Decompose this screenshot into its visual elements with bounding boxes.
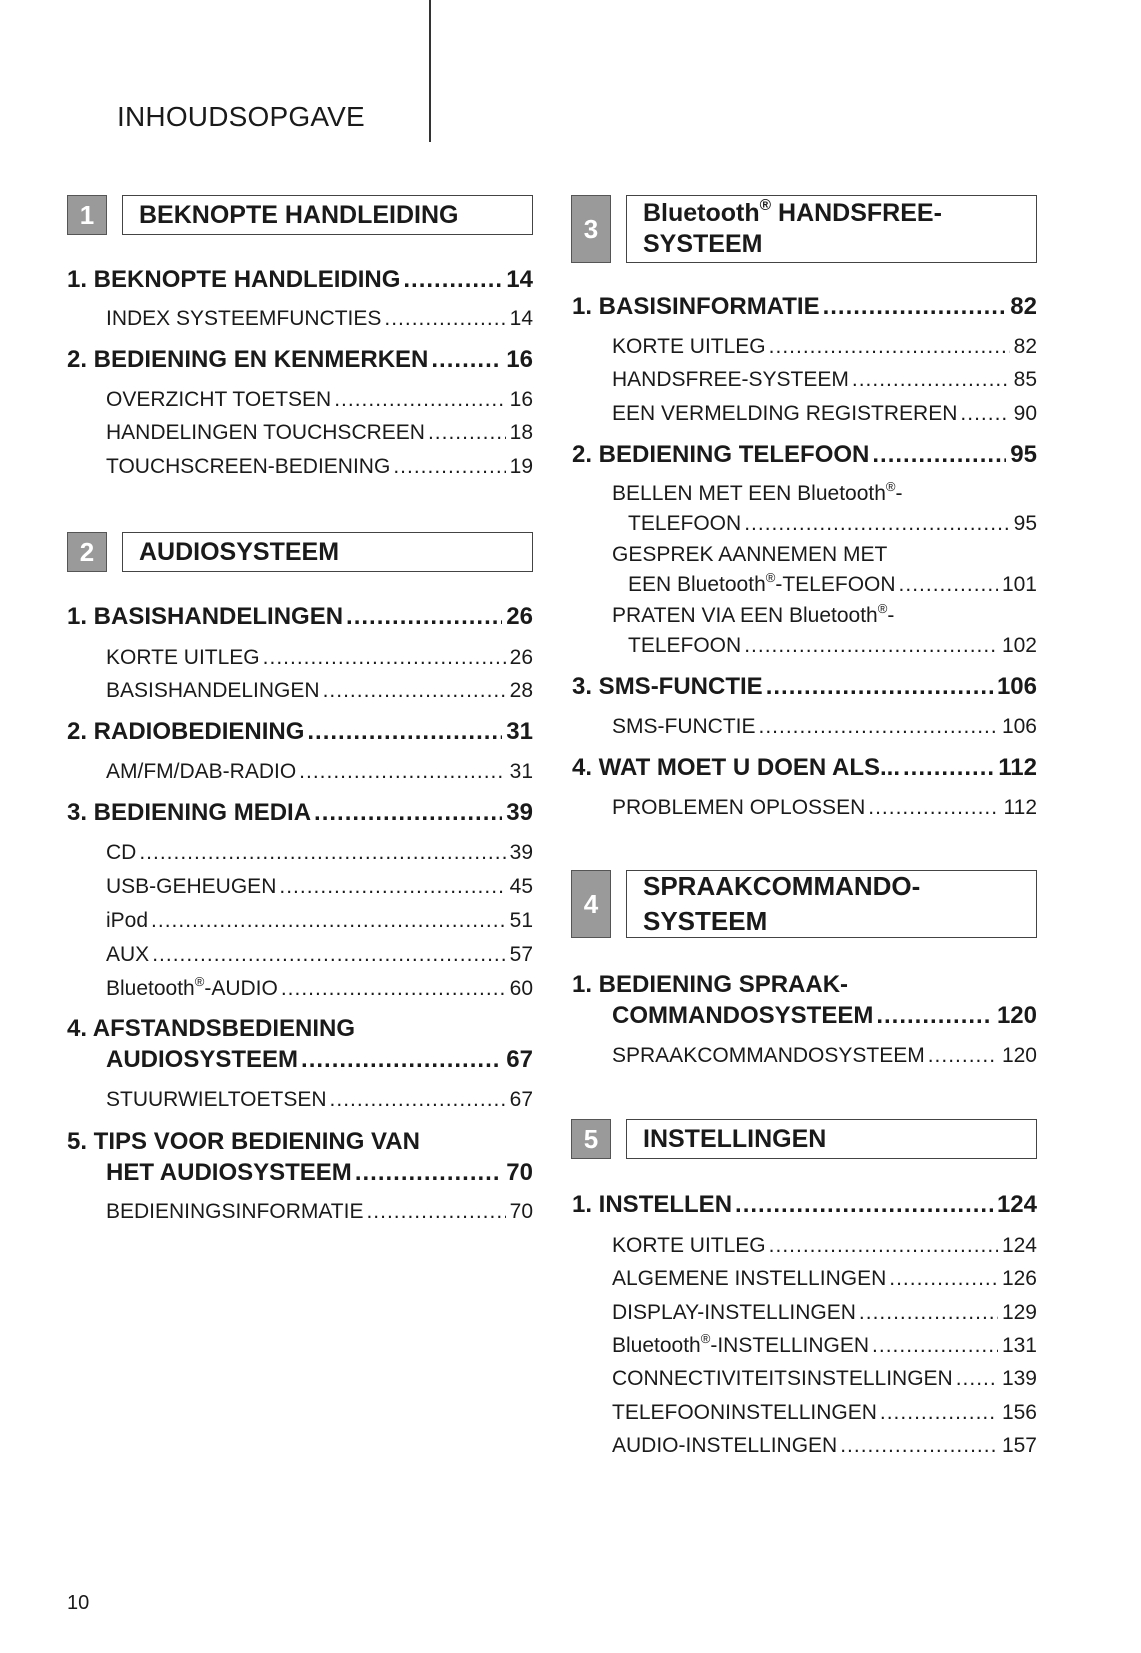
toc-topic[interactable] [106,421,533,445]
toc-label: SMS-FUNCTIE [612,715,756,738]
toc-label: TELEFOON [628,634,742,657]
toc-topic[interactable] [106,679,533,703]
toc-page: 19 [509,455,533,478]
leader-dots [880,1401,998,1425]
toc-label: BASISHANDELINGEN [106,679,320,702]
toc-topic[interactable] [628,634,1037,658]
toc-label: INDEX SYSTEEMFUNCTIES [106,307,382,330]
section-title-3[interactable] [626,195,1037,263]
toc-page: 57 [509,943,533,966]
section-title-text: BEKNOPTE HANDLEIDING [139,200,459,229]
toc-page: 112 [998,754,1037,781]
section-title-text: INSTELLINGEN [643,1124,827,1153]
toc-topic-line1[interactable]: PRATEN VIA EEN Bluetooth®- [612,600,895,627]
toc-page: 131 [1001,1334,1037,1357]
toc-label: 1. INSTELLEN [572,1191,733,1218]
toc-page: 67 [509,1088,533,1111]
leader-dots [323,679,506,703]
section-number-5: 5 [571,1119,611,1159]
leader-dots [928,1044,998,1068]
toc-topic-line1[interactable]: GESPREK AANNEMEN MET [612,543,888,566]
section-title-text: AUDIOSYSTEEM [139,537,340,566]
toc-page: 31 [506,718,533,745]
leader-dots [314,799,502,827]
toc-page: 70 [506,1159,533,1186]
leader-dots [403,266,502,294]
toc-chapter[interactable] [572,293,1037,321]
toc-label: EEN VERMELDING REGISTREREN [612,402,958,425]
leader-dots [859,1301,998,1325]
toc-label: BEDIENINGSINFORMATIE [106,1200,364,1223]
toc-page: 14 [506,266,533,293]
toc-label: HANDELINGEN TOUCHSCREEN [106,421,425,444]
toc-topic[interactable] [106,909,533,933]
toc-topic[interactable] [106,646,533,670]
toc-page: 106 [996,673,1037,700]
toc-page: 82 [1013,335,1037,358]
toc-page: 16 [509,388,533,411]
leader-dots [152,943,505,967]
toc-page: 101 [1001,573,1037,596]
toc-chapter[interactable] [572,754,1037,782]
toc-topic-line1[interactable]: BELLEN MET EEN Bluetooth®- [612,478,903,505]
toc-chapter-line1[interactable]: 4. AFSTANDSBEDIENING [67,1015,356,1042]
toc-topic[interactable] [612,1301,1037,1325]
leader-dots [366,1200,505,1224]
toc-chapter[interactable] [67,718,533,746]
toc-page: 157 [1001,1434,1037,1457]
toc-label: 2. BEDIENING TELEFOON [572,441,870,468]
section-number-4: 4 [571,870,611,938]
section-title-text: SYSTEEM [643,906,768,936]
leader-dots [299,760,505,784]
toc-label: 1. BASISHANDELINGEN [67,603,344,630]
toc-topic[interactable] [106,760,533,784]
toc-label: PROBLEMEN OPLOSSEN [612,796,866,819]
toc-page: 120 [1001,1044,1037,1067]
section-number-2: 2 [67,532,107,572]
toc-page: 18 [509,421,533,444]
toc-page: 102 [1001,634,1037,657]
toc-label: SPRAAKCOMMANDOSYSTEEM [612,1044,925,1067]
page-title: INHOUDSOPGAVE [117,101,365,132]
toc-topic[interactable] [628,512,1037,536]
toc-page: 156 [1001,1401,1037,1424]
toc-topic[interactable] [612,368,1037,392]
toc-label: 2. RADIOBEDIENING [67,718,305,745]
leader-dots [139,841,505,865]
toc-label: 2. BEDIENING EN KENMERKEN [67,346,429,373]
leader-dots [384,307,505,331]
toc-page: 126 [1001,1267,1037,1290]
toc-label: USB-GEHEUGEN [106,875,277,898]
leader-dots [151,909,506,933]
leader-dots [769,1234,998,1258]
leader-dots [852,368,1010,392]
toc-label: 1. BEKNOPTE HANDLEIDING [67,266,401,293]
toc-label: AUX [106,943,150,966]
toc-label: iPod [106,909,149,932]
toc-topic[interactable] [106,1200,533,1224]
leader-dots [428,421,506,445]
toc-topic[interactable] [106,943,533,967]
toc-page: 95 [1010,441,1037,468]
leader-dots [899,573,998,597]
toc-page: 85 [1013,368,1037,391]
toc-label: HET AUDIOSYSTEEM [106,1159,352,1186]
toc-page: 129 [1001,1301,1037,1324]
toc-label: HANDSFREE-SYSTEEM [612,368,849,391]
leader-dots [431,346,502,374]
section-number-1: 1 [67,195,107,235]
toc-chapter[interactable] [572,673,1037,701]
leader-dots [744,512,1009,536]
toc-label: Bluetooth®-INSTELLINGEN [612,1330,870,1357]
toc-topic[interactable] [106,875,533,899]
leader-dots [876,1002,993,1030]
toc-label: ALGEMENE INSTELLINGEN [612,1267,887,1290]
leader-dots [759,715,998,739]
toc-page: 139 [1001,1367,1037,1390]
toc-label: AM/FM/DAB-RADIO [106,760,297,783]
toc-page: 14 [509,307,533,330]
leader-dots [872,1334,998,1358]
toc-label: DISPLAY-INSTELLINGEN [612,1301,856,1324]
section-number-3: 3 [571,195,611,263]
toc-topic[interactable] [106,455,533,479]
toc-label: OVERZICHT TOETSEN [106,388,332,411]
toc-page: 26 [509,646,533,669]
leader-dots [903,754,994,782]
leader-dots [744,634,998,658]
toc-topic[interactable] [612,1401,1037,1425]
toc-topic[interactable] [612,335,1037,359]
toc-topic[interactable] [612,1044,1037,1068]
toc-page: 45 [509,875,533,898]
toc-label: 3. SMS-FUNCTIE [572,673,763,700]
toc-page: 70 [509,1200,533,1223]
section-title-text: SPRAAKCOMMANDO- [643,871,921,901]
toc-label: Bluetooth®-AUDIO [106,973,278,1000]
toc-page: 82 [1010,293,1037,320]
toc-topic[interactable] [612,1330,1037,1358]
leader-dots [868,796,999,820]
toc-topic[interactable] [612,1267,1037,1291]
toc-label: KORTE UITLEG [612,1234,766,1257]
leader-dots [301,1046,502,1074]
leader-dots [889,1267,998,1291]
toc-chapter[interactable] [106,1159,533,1187]
toc-chapter[interactable] [612,1002,1037,1030]
toc-page: 112 [1003,796,1037,819]
toc-topic[interactable] [106,307,533,331]
section-title-1[interactable] [122,195,533,235]
toc-page: 120 [996,1002,1037,1029]
toc-chapter[interactable] [106,1046,533,1074]
leader-dots [872,441,1006,469]
toc-topic[interactable] [106,973,533,1001]
toc-label: KORTE UITLEG [106,646,260,669]
toc-chapter-line1[interactable]: 5. TIPS VOOR BEDIENING VAN [67,1128,420,1155]
toc-topic[interactable] [612,1367,1037,1391]
leader-dots [769,335,1010,359]
toc-page: 31 [509,760,533,783]
toc-chapter[interactable] [67,266,533,294]
toc-chapter[interactable] [572,441,1037,469]
leader-dots [960,402,1009,426]
toc-topic[interactable] [106,1088,533,1112]
toc-page: 39 [509,841,533,864]
toc-chapter[interactable] [67,346,533,374]
toc-page: 51 [509,909,533,932]
leader-dots [279,875,505,899]
page-number: 10 [67,1592,90,1614]
toc-label: CD [106,841,137,864]
leader-dots [956,1367,998,1391]
leader-dots [823,293,1007,321]
leader-dots [330,1088,506,1112]
toc-label: COMMANDOSYSTEEM [612,1002,874,1029]
toc-chapter-line1[interactable]: 1. BEDIENING SPRAAK- [572,971,849,998]
toc-label: 4. WAT MOET U DOEN ALS... [572,754,901,781]
toc-topic[interactable] [612,796,1037,820]
toc-topic[interactable] [612,402,1037,426]
section-title-5[interactable] [626,1119,1037,1159]
toc-label: 3. BEDIENING MEDIA [67,799,312,826]
toc-page: 28 [509,679,533,702]
toc-chapter[interactable] [572,1191,1037,1219]
toc-label: KORTE UITLEG [612,335,766,358]
toc-page: 60 [509,977,533,1000]
toc-label: TOUCHSCREEN-BEDIENING [106,455,391,478]
toc-page: 95 [1013,512,1037,535]
toc-chapter[interactable] [67,799,533,827]
section-title-text: Bluetooth® HANDSFREE- [643,197,942,227]
leader-dots [263,646,506,670]
section-title-text: SYSTEEM [643,230,763,258]
toc-label: TELEFOONINSTELLINGEN [612,1401,877,1424]
leader-dots [393,455,505,479]
toc-topic[interactable] [612,715,1037,739]
leader-dots [281,977,506,1001]
toc-label: STUURWIELTOETSEN [106,1088,327,1111]
toc-page: 124 [996,1191,1037,1218]
leader-dots [334,388,505,412]
section-title-4[interactable] [626,870,1037,938]
toc-topic[interactable] [106,841,533,865]
toc-chapter[interactable] [67,603,533,631]
leader-dots [307,718,502,746]
section-title-2[interactable] [122,532,533,572]
leader-dots [355,1159,502,1187]
toc-label: CONNECTIVITEITSINSTELLINGEN [612,1367,953,1390]
toc-topic[interactable] [628,569,1037,597]
leader-dots [766,673,993,701]
leader-dots [346,603,502,631]
toc-page: 39 [506,799,533,826]
toc-page: 106 [1001,715,1037,738]
toc-page: 124 [1001,1234,1037,1257]
toc-label: 1. BASISINFORMATIE [572,293,820,320]
toc-topic[interactable] [612,1234,1037,1258]
toc-page: 90 [1013,402,1037,425]
toc-label: TELEFOON [628,512,742,535]
toc-page: 26 [506,603,533,630]
toc-label: EEN Bluetooth®-TELEFOON [628,569,896,596]
toc-page: 16 [506,346,533,373]
leader-dots [840,1434,998,1458]
leader-dots [735,1191,993,1219]
toc-page: 67 [506,1046,533,1073]
toc-label: AUDIOSYSTEEM [106,1046,299,1073]
toc-topic[interactable] [106,388,533,412]
toc-label: AUDIO-INSTELLINGEN [612,1434,838,1457]
header-divider [429,0,431,142]
toc-topic[interactable] [612,1434,1037,1458]
